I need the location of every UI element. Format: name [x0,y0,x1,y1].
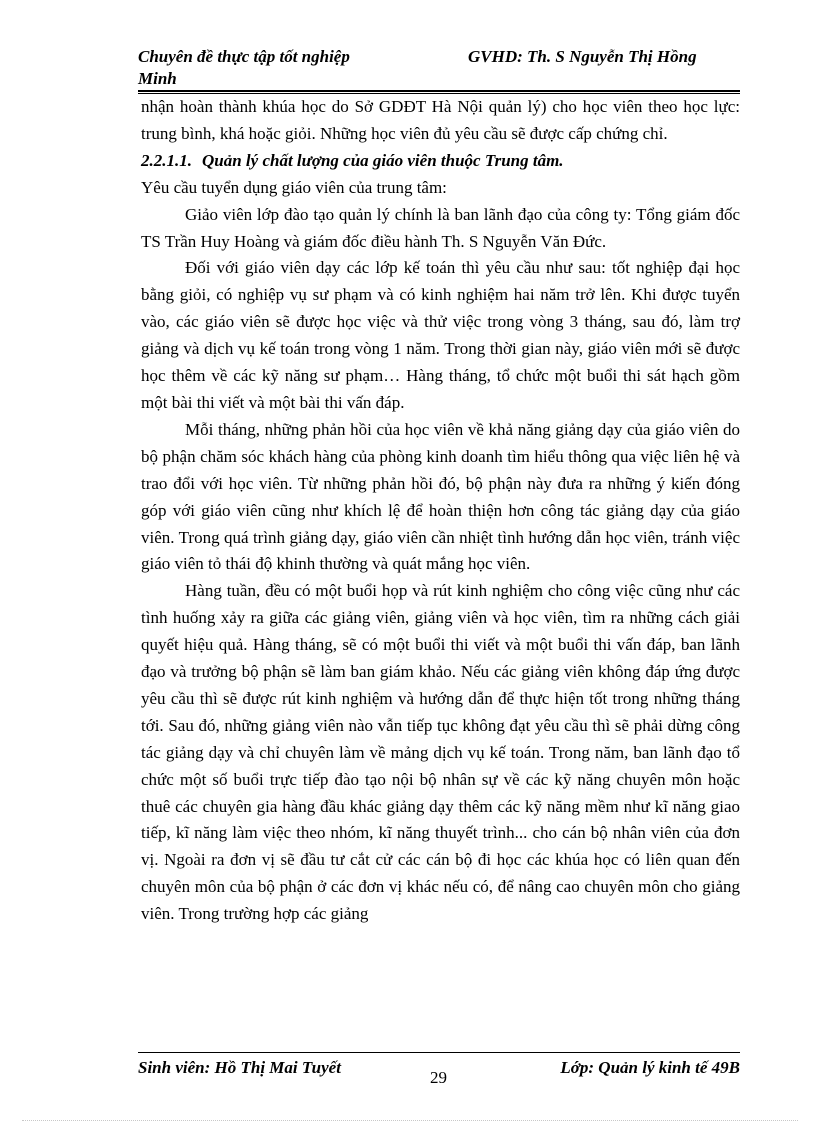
paragraph-management-teachers: Giảo viên lớp đào tạo quản lý chính là ban lãnh đạo của công ty: Tổng giám đốc TS Trần Huy Hoàng và giám đốc điều hành Th. S Nguyễn Văn Đức. [141,204,740,251]
footer-class: Lớp: Quản lý kinh tế 49B [560,1058,740,1077]
footer-divider [138,1052,740,1053]
header-wrap-text: Minh [138,69,177,88]
paragraph-monthly-feedback: Mỗi tháng, những phản hồi của học viên về khả năng giảng dạy của giáo viên do bộ phận chăm sóc khách hàng của phòng kinh doanh tìm hiểu thông qua việc liên hệ và trao đổi với học viên. Từ những phản hồi đó, bộ phận này đưa ra những ý kiến đóng góp với giáo viên cũng như khích lệ để hoàn thiện hơn công tác giảng dạy của giáo viên. Trong quá trình giảng dạy, giáo viên cần nhiệt tình hướng dẫn học viên, tránh việc giáo viên tỏ thái độ khinh thường và quát mắng học viên. [141,419,740,574]
section-heading [141,148,740,175]
paragraph-continued: nhận hoàn thành khúa học do Sở GDĐT Hà Nội quản lý) cho học viên theo học lực: trung bình, khá hoặc giỏi. Những học viên đủ yêu cầu sẽ được cấp chứng chỉ. [141,97,740,143]
section-title: Quản lý chất lượng của giáo viên thuộc Trung tâm. [202,150,564,170]
header-left-text: Chuyên đề thực tập tốt nghiệp [138,47,350,66]
paragraph-accounting-teachers: Đối với giáo viên dạy các lớp kế toán thì yêu cầu như sau: tốt nghiệp đại học bằng giỏi, có nghiệp vụ sư phạm và có kinh nghiệm hai năm trở lên. Khi được tuyển vào, các giáo viên sẽ được học việc và thử việc trong vòng 3 tháng, sau đó, làm trợ giảng và dịch vụ kế toán trong vòng 1 năm. Trong thời gian này, giáo viên mới sẽ được học thêm về các kỹ năng sư phạm… Hàng tháng, tổ chức một buổi thi sát hạch gồm một bài thi viết và một bài thi vấn đáp. [141,258,740,412]
header-course-title [138,46,438,90]
footer-student: Sinh viên: Hồ Thị Mai Tuyết [138,1058,341,1077]
section-number: 2.2.1.1. [141,150,192,170]
paragraph-requirements-intro: Yêu cầu tuyển dụng giáo viên của trung tâm: [141,177,447,197]
page-edge-divider [22,1120,798,1121]
page-body [141,94,740,928]
paragraph-weekly-meetings: Hàng tuần, đều có một buổi họp và rút kinh nghiệm cho công việc cũng như các tình huống xảy ra giữa các giảng viên, giảng viên và học viên, tìm ra những cách giải quyết hiệu quả. Hàng tháng, sẽ có một buổi thi viết và một buổi thi vấn đáp, ban lãnh đạo và trưởng bộ phận sẽ làm ban giám khảo. Nếu các giảng viên không đáp ứng được yêu cầu thì sẽ được rút kinh nghiệm và hướng dẫn để thực hiện tốt trong những tháng tới. Sau đó, những giảng viên nào vẫn tiếp tục không đạt yêu cầu thì sẽ phải dừng công tác giảng dạy và chỉ chuyên làm về mảng dịch vụ kế toán. Trong năm, ban lãnh đạo tổ chức một số buổi trực tiếp đào tạo nội bộ nhân sự về các kỹ năng chuyên môn hoặc thuê các chuyên gia hàng đầu khác giảng dạy thêm các kỹ năng mềm như kĩ năng giao tiếp, kĩ năng làm việc theo nhóm, kĩ năng thuyết trình... cho cán bộ nhân viên của đơn vị. Ngoài ra đơn vị sẽ đầu tư cắt cử các cán bộ đi học các khúa học có liên quan đến chuyên môn của bộ phận ở các đơn vị khác nếu có, để nâng cao chuyên môn cho giảng viên. Trong trường hợp các giảng [141,581,740,924]
header-supervisor: GVHD: Th. S Nguyễn Thị Hồng [468,47,697,66]
header-divider [138,90,740,92]
page-number: 29 [430,1068,447,1087]
